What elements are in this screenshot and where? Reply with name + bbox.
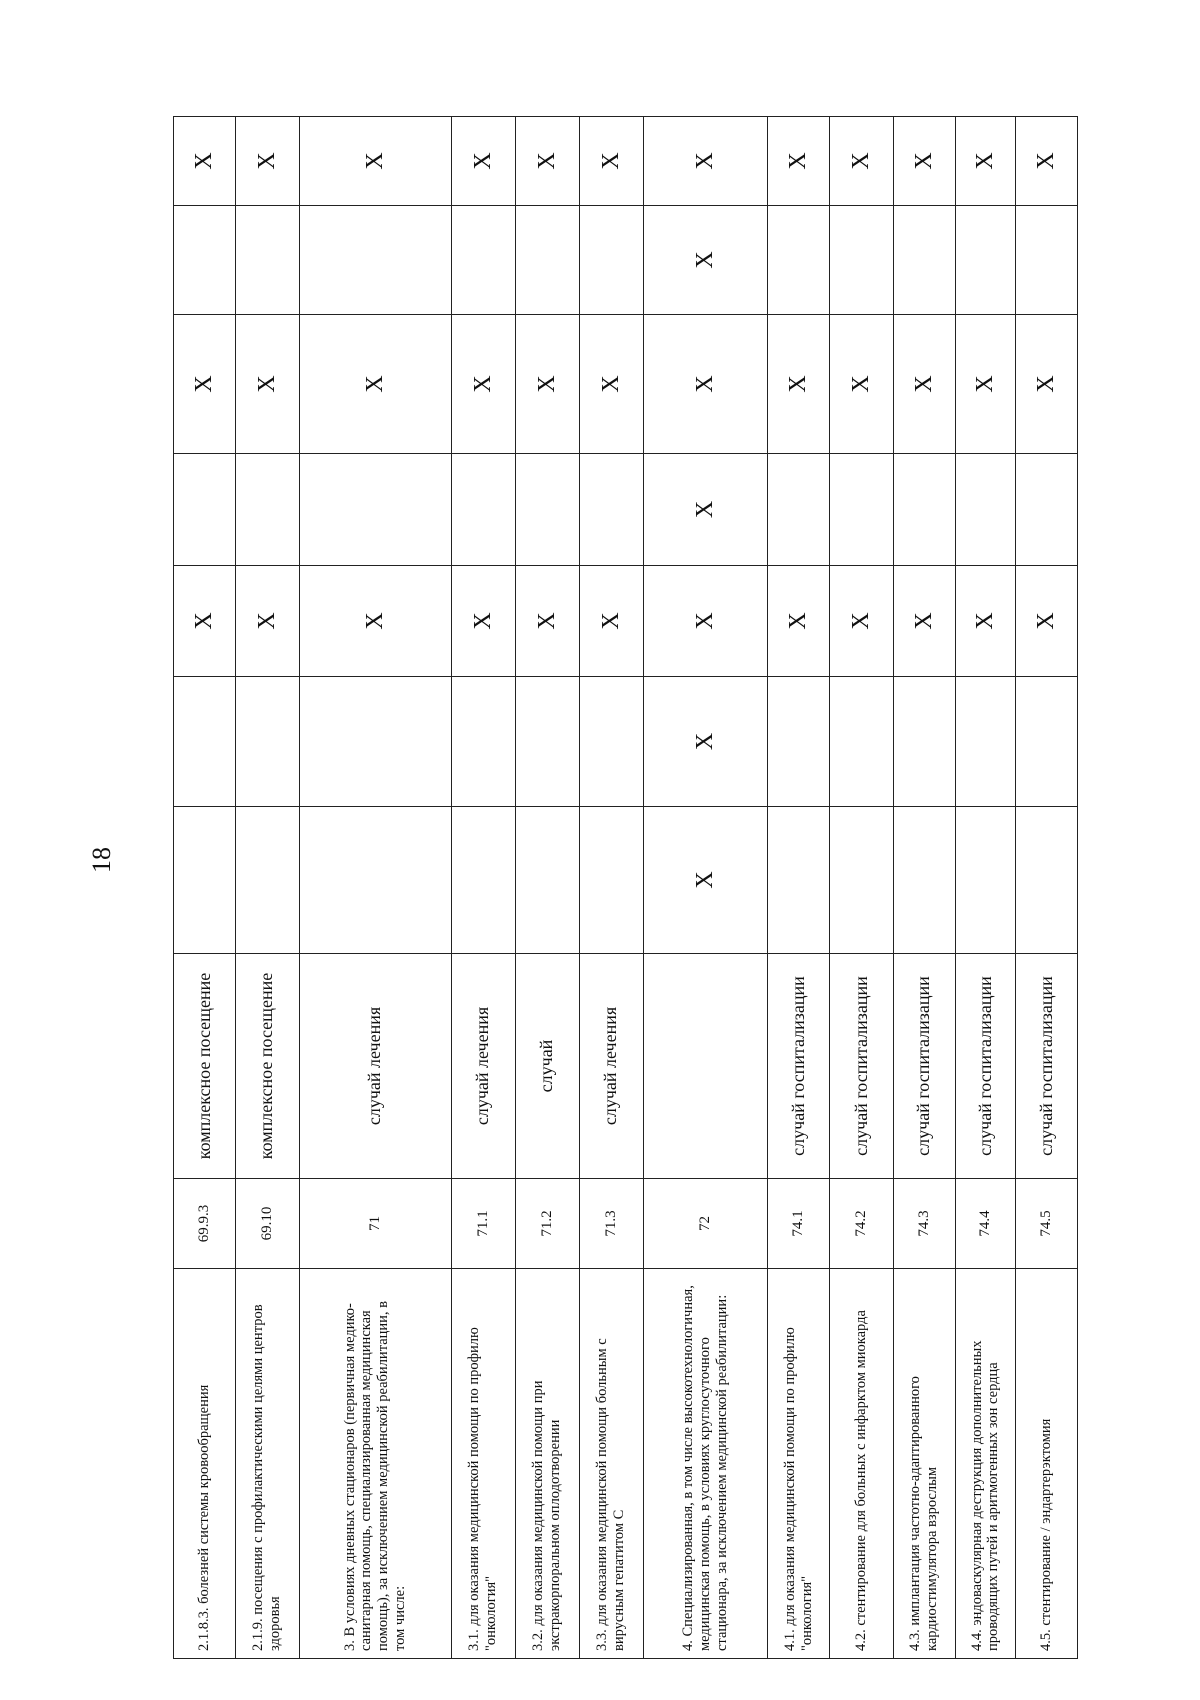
mark-cell: Х xyxy=(515,566,579,677)
row-name-cell: 4.4. эндоваскулярная деструкция дополнительных проводящих путей и аритмогенных зон сердца xyxy=(955,1269,1016,1659)
table-row xyxy=(515,117,579,1659)
mark-cell xyxy=(829,807,893,954)
row-unit-cell: случай госпитализации xyxy=(893,954,955,1179)
mark-cell: Х xyxy=(643,206,768,315)
mark-cell: Х xyxy=(829,566,893,677)
table-row xyxy=(643,117,768,1659)
row-code-cell: 74.2 xyxy=(829,1179,893,1269)
row-unit-cell: случай лечения xyxy=(299,954,451,1179)
row-name-cell: 3.3. для оказания медицинской помощи больным с вирусным гепатитом С xyxy=(579,1269,643,1659)
mark-cell xyxy=(955,807,1016,954)
mark-cell xyxy=(955,677,1016,807)
table-row xyxy=(955,117,1016,1659)
table-row xyxy=(768,117,830,1659)
mark-cell xyxy=(893,807,955,954)
table-row xyxy=(451,117,515,1659)
mark-cell: Х xyxy=(515,315,579,454)
row-unit-cell: случай лечения xyxy=(579,954,643,1179)
mark-cell: Х xyxy=(235,566,299,677)
table-row xyxy=(299,117,451,1659)
mark-cell xyxy=(235,807,299,954)
mark-cell xyxy=(1016,677,1078,807)
mark-cell: Х xyxy=(235,315,299,454)
mark-cell xyxy=(1016,206,1078,315)
row-unit-cell: случай госпитализации xyxy=(1016,954,1078,1179)
mark-cell xyxy=(768,454,830,566)
mark-cell: Х xyxy=(643,117,768,206)
mark-cell xyxy=(579,206,643,315)
mark-cell: Х xyxy=(893,566,955,677)
row-code-cell: 74.1 xyxy=(768,1179,830,1269)
mark-cell xyxy=(768,807,830,954)
row-code-cell: 71.2 xyxy=(515,1179,579,1269)
mark-cell: Х xyxy=(643,315,768,454)
mark-cell xyxy=(299,206,451,315)
page-number: 18 xyxy=(87,847,116,873)
row-name-cell: 2.1.8.3. болезней системы кровообращения xyxy=(174,1269,236,1659)
table-row xyxy=(579,117,643,1659)
mark-cell: Х xyxy=(643,677,768,807)
mark-cell xyxy=(451,206,515,315)
mark-cell: Х xyxy=(235,117,299,206)
mark-cell xyxy=(893,454,955,566)
mark-cell xyxy=(829,206,893,315)
mark-cell xyxy=(299,807,451,954)
row-name-cell: 3.1. для оказания медицинской помощи по профилю "онкология" xyxy=(451,1269,515,1659)
mark-cell xyxy=(1016,454,1078,566)
row-name-cell: 3. В условиях дневных стационаров (первичная медико-санитарная помощь, специализированная медицинская помощь), за исключением медицинской реабилитации, в том числе: xyxy=(299,1269,451,1659)
row-code-cell: 71.3 xyxy=(579,1179,643,1269)
mark-cell: Х xyxy=(829,315,893,454)
mark-cell: Х xyxy=(955,117,1016,206)
mark-cell: Х xyxy=(768,566,830,677)
row-unit-cell: комплексное посещение xyxy=(174,954,236,1179)
mark-cell xyxy=(235,677,299,807)
row-unit-cell: случай xyxy=(515,954,579,1179)
row-unit-cell: случай лечения xyxy=(451,954,515,1179)
mark-cell: Х xyxy=(643,566,768,677)
row-code-cell: 69.9.3 xyxy=(174,1179,236,1269)
mark-cell: Х xyxy=(643,807,768,954)
mark-cell xyxy=(174,807,236,954)
row-code-cell: 74.5 xyxy=(1016,1179,1078,1269)
row-code-cell: 71 xyxy=(299,1179,451,1269)
row-code-cell: 71.1 xyxy=(451,1179,515,1269)
row-code-cell: 74.3 xyxy=(893,1179,955,1269)
mark-cell xyxy=(451,677,515,807)
mark-cell: Х xyxy=(299,315,451,454)
row-unit-cell: случай госпитализации xyxy=(768,954,830,1179)
mark-cell: Х xyxy=(1016,315,1078,454)
mark-cell xyxy=(768,677,830,807)
row-name-cell: 4.5. стентирование / эндартерэктомия xyxy=(1016,1269,1078,1659)
mark-cell: Х xyxy=(955,566,1016,677)
table-row xyxy=(1016,117,1078,1659)
mark-cell xyxy=(174,206,236,315)
mark-cell xyxy=(299,454,451,566)
row-name-cell: 2.1.9. посещения с профилактическими целями центров здоровья xyxy=(235,1269,299,1659)
row-unit-cell xyxy=(643,954,768,1179)
mark-cell: Х xyxy=(955,315,1016,454)
row-unit-cell: случай госпитализации xyxy=(829,954,893,1179)
mark-cell xyxy=(235,206,299,315)
mark-cell: Х xyxy=(451,566,515,677)
mark-cell: Х xyxy=(174,117,236,206)
row-unit-cell: случай госпитализации xyxy=(955,954,1016,1179)
mark-cell: Х xyxy=(829,117,893,206)
row-name-cell: 4. Специализированная, в том числе высокотехнологичная, медицинская помощь, в условиях круглосуточного стационара, за исключением медицинской реабилитации: xyxy=(643,1269,768,1659)
table-row xyxy=(174,117,236,1659)
mark-cell: Х xyxy=(1016,117,1078,206)
row-name-cell: 3.2. для оказания медицинской помощи при экстракорпоральном оплодотворении xyxy=(515,1269,579,1659)
row-name-cell: 4.2. стентирование для больных с инфарктом миокарда xyxy=(829,1269,893,1659)
mark-cell xyxy=(515,206,579,315)
mark-cell xyxy=(515,807,579,954)
row-name-cell: 4.1. для оказания медицинской помощи по профилю "онкология" xyxy=(768,1269,830,1659)
mark-cell xyxy=(451,454,515,566)
mark-cell: Х xyxy=(768,315,830,454)
mark-cell: Х xyxy=(579,566,643,677)
mark-cell xyxy=(451,807,515,954)
mark-cell: Х xyxy=(174,315,236,454)
mark-cell xyxy=(235,454,299,566)
mark-cell xyxy=(515,454,579,566)
mark-cell: Х xyxy=(768,117,830,206)
mark-cell xyxy=(579,807,643,954)
mark-cell: Х xyxy=(643,454,768,566)
mark-cell: Х xyxy=(451,117,515,206)
mark-cell xyxy=(299,677,451,807)
mark-cell: Х xyxy=(893,117,955,206)
row-unit-cell: комплексное посещение xyxy=(235,954,299,1179)
mark-cell xyxy=(893,206,955,315)
mark-cell xyxy=(829,454,893,566)
mark-cell xyxy=(579,677,643,807)
mark-cell: Х xyxy=(893,315,955,454)
services-table xyxy=(173,116,1078,1659)
row-name-cell: 4.3. имплантация частотно-адаптированного кардиостимулятора взрослым xyxy=(893,1269,955,1659)
mark-cell xyxy=(768,206,830,315)
mark-cell xyxy=(955,454,1016,566)
table-row xyxy=(893,117,955,1659)
mark-cell: Х xyxy=(1016,566,1078,677)
mark-cell xyxy=(893,677,955,807)
table-row xyxy=(235,117,299,1659)
table-row xyxy=(829,117,893,1659)
mark-cell xyxy=(829,677,893,807)
mark-cell xyxy=(174,677,236,807)
mark-cell: Х xyxy=(299,566,451,677)
rotated-table-container xyxy=(173,117,1078,1659)
mark-cell xyxy=(515,677,579,807)
mark-cell: Х xyxy=(174,566,236,677)
row-code-cell: 69.10 xyxy=(235,1179,299,1269)
mark-cell: Х xyxy=(299,117,451,206)
mark-cell xyxy=(174,454,236,566)
mark-cell: Х xyxy=(451,315,515,454)
mark-cell: Х xyxy=(515,117,579,206)
mark-cell: Х xyxy=(579,315,643,454)
mark-cell xyxy=(1016,807,1078,954)
row-code-cell: 72 xyxy=(643,1179,768,1269)
mark-cell xyxy=(955,206,1016,315)
row-code-cell: 74.4 xyxy=(955,1179,1016,1269)
mark-cell xyxy=(579,454,643,566)
mark-cell: Х xyxy=(579,117,643,206)
